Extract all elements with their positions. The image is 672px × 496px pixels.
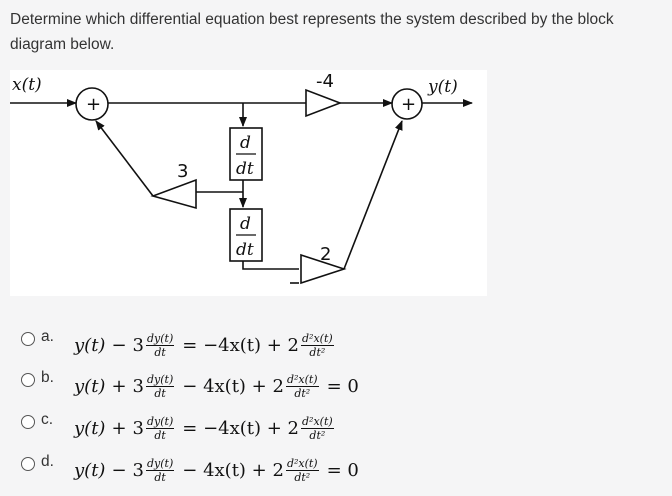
sum2-symbol: + — [401, 94, 417, 115]
block-diagram — [10, 70, 487, 296]
output-label: y(t) — [428, 77, 458, 97]
radio-c[interactable] — [21, 415, 35, 429]
equation-b: y(t) + 3 $\frac{dy(t)}{dt}$ − 4x(t) + 2 $\frac{\text{d²x(t)}}{\text{dt²}}$ = 0 — [74, 372, 359, 400]
gain-bottom-label: 2 — [320, 244, 332, 265]
question-text: Determine which differential equation best represents the system described by the block diagram below. — [10, 11, 614, 53]
option-letter: a. — [41, 328, 54, 345]
diff2-den: dt — [236, 240, 254, 260]
option-b[interactable] — [16, 366, 436, 406]
diff1-den: dt — [236, 159, 254, 179]
radio-b[interactable] — [21, 373, 35, 387]
radio-a[interactable] — [21, 332, 35, 346]
input-label: x(t) — [12, 75, 42, 95]
diff2-num: d — [240, 214, 251, 234]
option-c[interactable] — [16, 408, 436, 448]
equation-d: y(t) − 3 $\frac{dy(t)}{dt}$ − 4x(t) + 2 $\frac{\text{d²x(t)}}{\text{dt²}}$ = 0 — [74, 456, 359, 484]
option-letter: c. — [41, 411, 54, 428]
sum1-symbol: + — [86, 94, 102, 115]
equation-a: y(t) − 3 $\frac{dy(t)}{dt}$ = −4x(t) + 2 $\frac{\text{d²x(t)}}{\text{dt²}}$ — [74, 331, 333, 359]
equation-c: y(t) + 3 $\frac{dy(t)}{dt}$ = −4x(t) + 2 $\frac{\text{d²x(t)}}{\text{dt²}}$ — [74, 414, 333, 442]
diff1-num: d — [240, 133, 251, 153]
option-letter: d. — [41, 453, 54, 470]
gain-top-label: -4 — [316, 71, 334, 92]
option-a[interactable] — [16, 325, 436, 365]
gain-left-label: 3 — [177, 161, 189, 182]
option-letter: b. — [41, 369, 54, 386]
radio-d[interactable] — [21, 457, 35, 471]
option-d[interactable] — [16, 450, 436, 490]
